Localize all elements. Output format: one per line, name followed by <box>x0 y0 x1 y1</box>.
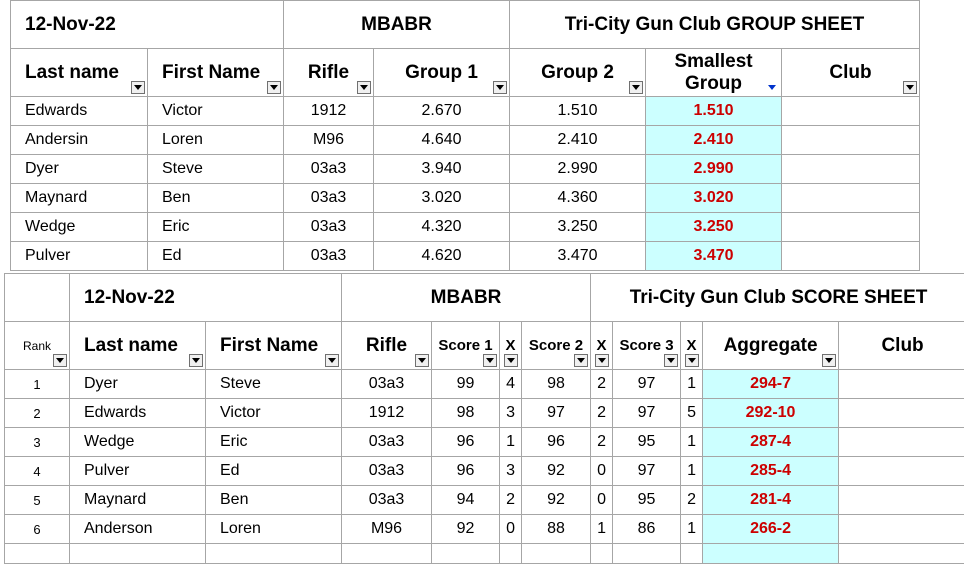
cell-rank[interactable]: 2 <box>5 399 70 428</box>
cell-g1[interactable]: 3.940 <box>374 155 510 184</box>
cell-last[interactable]: Edwards <box>70 399 206 428</box>
col-header-score-2 <box>522 322 591 370</box>
cell-rifle[interactable]: 03a3 <box>284 242 374 271</box>
cell-rank[interactable]: 4 <box>5 457 70 486</box>
cell-first[interactable]: Loren <box>148 126 284 155</box>
cell-small[interactable]: 3.250 <box>646 213 782 242</box>
cell-g2[interactable]: 2.410 <box>510 126 646 155</box>
cell-last[interactable]: Dyer <box>11 155 148 184</box>
filter-dropdown-icon[interactable] <box>415 354 429 367</box>
corner-cell <box>5 274 70 322</box>
cell-club[interactable] <box>782 184 920 213</box>
cell-x2[interactable]: 2 <box>591 370 613 399</box>
filter-dropdown-icon[interactable] <box>685 354 699 367</box>
cell-x3[interactable]: 1 <box>681 428 703 457</box>
score-sheet-date: 12-Nov-22 <box>70 274 342 322</box>
cell-empty[interactable] <box>500 544 522 564</box>
cell-agg[interactable]: 287-4 <box>703 428 839 457</box>
col-header-label: X <box>597 337 607 354</box>
cell-last[interactable]: Wedge <box>11 213 148 242</box>
cell-agg[interactable]: 294-7 <box>703 370 839 399</box>
cell-empty[interactable] <box>839 544 964 564</box>
cell-small[interactable]: 2.990 <box>646 155 782 184</box>
cell-rifle[interactable]: 1912 <box>284 97 374 126</box>
cell-first[interactable]: Loren <box>206 515 342 544</box>
table-row <box>11 213 920 242</box>
score-sheet-table <box>4 273 964 564</box>
col-header-label: Club <box>829 62 871 83</box>
cell-x1[interactable]: 0 <box>500 515 522 544</box>
cell-s1[interactable]: 94 <box>432 486 500 515</box>
cell-x1[interactable]: 3 <box>500 457 522 486</box>
score-title-row <box>5 274 964 322</box>
cell-last[interactable]: Maynard <box>11 184 148 213</box>
cell-club[interactable] <box>782 97 920 126</box>
col-header-label: Rank <box>23 339 51 353</box>
cell-rifle[interactable]: 1912 <box>342 399 432 428</box>
cell-rank[interactable]: 3 <box>5 428 70 457</box>
cell-last[interactable]: Maynard <box>70 486 206 515</box>
cell-s2[interactable]: 98 <box>522 370 591 399</box>
cell-last[interactable]: Dyer <box>70 370 206 399</box>
col-header-label: X <box>687 337 697 354</box>
cell-first[interactable]: Steve <box>148 155 284 184</box>
cell-last[interactable]: Andersin <box>11 126 148 155</box>
cell-agg[interactable]: 281-4 <box>703 486 839 515</box>
col-header-label: Group 1 <box>405 62 478 83</box>
cell-first[interactable]: Ben <box>206 486 342 515</box>
col-header-x-1 <box>500 322 522 370</box>
cell-x3[interactable]: 1 <box>681 457 703 486</box>
group-sheet-date: 12-Nov-22 <box>11 1 284 49</box>
col-header-last-name <box>11 49 148 97</box>
group-sheet-title: Tri-City Gun Club GROUP SHEET <box>510 1 920 49</box>
cell-last[interactable]: Pulver <box>11 242 148 271</box>
col-header-label: Rifle <box>366 335 407 356</box>
cell-s1[interactable]: 96 <box>432 457 500 486</box>
col-header-first-name <box>148 49 284 97</box>
table-row <box>5 486 964 515</box>
cell-last[interactable]: Edwards <box>11 97 148 126</box>
cell-club[interactable] <box>839 370 964 399</box>
cell-x3[interactable]: 2 <box>681 486 703 515</box>
col-header-label: Score 3 <box>619 337 673 354</box>
cell-small[interactable]: 3.470 <box>646 242 782 271</box>
col-header-label: Group 2 <box>541 62 614 83</box>
cell-x2[interactable]: 2 <box>591 399 613 428</box>
cell-s2[interactable]: 96 <box>522 428 591 457</box>
cell-first[interactable]: Victor <box>148 97 284 126</box>
cell-x1[interactable]: 4 <box>500 370 522 399</box>
col-header-score-3 <box>613 322 681 370</box>
cell-x2[interactable]: 1 <box>591 515 613 544</box>
cell-empty[interactable] <box>5 544 70 564</box>
cell-s2[interactable]: 97 <box>522 399 591 428</box>
col-header-rank <box>5 322 70 370</box>
col-header-group-1 <box>374 49 510 97</box>
cell-s2[interactable]: 92 <box>522 457 591 486</box>
col-header-rifle <box>284 49 374 97</box>
col-header-smallest-group <box>646 49 782 97</box>
cell-small[interactable]: 1.510 <box>646 97 782 126</box>
cell-club[interactable] <box>782 155 920 184</box>
filter-dropdown-icon[interactable] <box>189 354 203 367</box>
cell-x3[interactable]: 5 <box>681 399 703 428</box>
col-header-label: First Name <box>162 62 260 83</box>
cell-s3[interactable]: 97 <box>613 457 681 486</box>
cell-x3[interactable]: 1 <box>681 515 703 544</box>
filter-dropdown-icon[interactable] <box>131 81 145 94</box>
score-sheet-title: Tri-City Gun Club SCORE SHEET <box>591 274 964 322</box>
col-header-score-1 <box>432 322 500 370</box>
table-row <box>11 126 920 155</box>
cell-x2[interactable]: 0 <box>591 486 613 515</box>
filter-dropdown-icon[interactable] <box>493 81 507 94</box>
cell-g1[interactable]: 4.320 <box>374 213 510 242</box>
cell-rifle[interactable]: M96 <box>342 515 432 544</box>
cell-s2[interactable]: 88 <box>522 515 591 544</box>
cell-agg[interactable]: 292-10 <box>703 399 839 428</box>
sort-dropdown-icon[interactable] <box>765 81 779 94</box>
filter-dropdown-icon[interactable] <box>574 354 588 367</box>
cell-rifle[interactable]: 03a3 <box>284 155 374 184</box>
filter-dropdown-icon[interactable] <box>483 354 497 367</box>
cell-s1[interactable]: 98 <box>432 399 500 428</box>
filter-dropdown-icon[interactable] <box>325 354 339 367</box>
cell-g1[interactable]: 4.620 <box>374 242 510 271</box>
cell-x1[interactable]: 1 <box>500 428 522 457</box>
cell-agg[interactable]: 285-4 <box>703 457 839 486</box>
cell-first[interactable]: Steve <box>206 370 342 399</box>
cell-rifle[interactable]: 03a3 <box>342 457 432 486</box>
cell-club[interactable] <box>839 428 964 457</box>
cell-g1[interactable]: 2.670 <box>374 97 510 126</box>
col-header-first-name <box>206 322 342 370</box>
table-row <box>11 97 920 126</box>
col-header-club <box>782 49 920 97</box>
cell-x2[interactable]: 0 <box>591 457 613 486</box>
cell-empty[interactable] <box>703 544 839 564</box>
col-header-label: Club <box>881 335 923 356</box>
cell-rifle[interactable]: 03a3 <box>342 486 432 515</box>
col-header-label-line1: Smallest <box>646 51 781 73</box>
cell-club[interactable] <box>839 457 964 486</box>
group-sheet-org: MBABR <box>284 1 510 49</box>
cell-rifle[interactable]: 03a3 <box>342 428 432 457</box>
table-row <box>11 184 920 213</box>
cell-empty[interactable] <box>432 544 500 564</box>
score-sheet-org: MBABR <box>342 274 591 322</box>
cell-rifle[interactable]: M96 <box>284 126 374 155</box>
table-row <box>5 399 964 428</box>
cell-first[interactable]: Eric <box>148 213 284 242</box>
cell-s1[interactable]: 96 <box>432 428 500 457</box>
group-sheet-table <box>10 0 920 271</box>
cell-g2[interactable]: 2.990 <box>510 155 646 184</box>
cell-g2[interactable]: 3.250 <box>510 213 646 242</box>
cell-small[interactable]: 3.020 <box>646 184 782 213</box>
cell-empty[interactable] <box>681 544 703 564</box>
cell-small[interactable]: 2.410 <box>646 126 782 155</box>
cell-empty[interactable] <box>70 544 206 564</box>
cell-last[interactable]: Wedge <box>70 428 206 457</box>
cell-first[interactable]: Ed <box>206 457 342 486</box>
table-row <box>5 370 964 399</box>
cell-x1[interactable]: 2 <box>500 486 522 515</box>
cell-last[interactable]: Anderson <box>70 515 206 544</box>
cell-s3[interactable]: 86 <box>613 515 681 544</box>
group-title-row <box>11 1 920 49</box>
cell-rifle[interactable]: 03a3 <box>284 213 374 242</box>
cell-first[interactable]: Ben <box>148 184 284 213</box>
cell-s3[interactable]: 97 <box>613 370 681 399</box>
cell-g2[interactable]: 3.470 <box>510 242 646 271</box>
cell-rank[interactable]: 1 <box>5 370 70 399</box>
cell-g1[interactable]: 4.640 <box>374 126 510 155</box>
table-row-empty <box>5 544 964 564</box>
cell-s3[interactable]: 95 <box>613 428 681 457</box>
table-row <box>5 457 964 486</box>
table-row <box>5 428 964 457</box>
cell-rifle[interactable]: 03a3 <box>342 370 432 399</box>
cell-rank[interactable]: 5 <box>5 486 70 515</box>
filter-dropdown-icon[interactable] <box>504 354 518 367</box>
cell-club[interactable] <box>782 213 920 242</box>
col-header-aggregate <box>703 322 839 370</box>
col-header-x-3 <box>681 322 703 370</box>
table-row <box>5 515 964 544</box>
col-header-label: Aggregate <box>724 335 818 356</box>
filter-dropdown-icon[interactable] <box>664 354 678 367</box>
cell-club[interactable] <box>782 126 920 155</box>
col-header-x-2 <box>591 322 613 370</box>
cell-empty[interactable] <box>613 544 681 564</box>
col-header-label: Score 2 <box>529 337 583 354</box>
filter-dropdown-icon[interactable] <box>629 81 643 94</box>
cell-x1[interactable]: 3 <box>500 399 522 428</box>
col-header-club <box>839 322 964 370</box>
cell-empty[interactable] <box>342 544 432 564</box>
col-header-label: Last name <box>25 62 119 83</box>
group-header-row <box>11 49 920 97</box>
cell-empty[interactable] <box>591 544 613 564</box>
col-header-label: First Name <box>220 335 318 356</box>
col-header-label: X <box>506 337 516 354</box>
cell-s2[interactable]: 92 <box>522 486 591 515</box>
filter-dropdown-icon[interactable] <box>53 354 67 367</box>
cell-s1[interactable]: 92 <box>432 515 500 544</box>
cell-g1[interactable]: 3.020 <box>374 184 510 213</box>
cell-s1[interactable]: 99 <box>432 370 500 399</box>
table-row <box>11 242 920 271</box>
cell-club[interactable] <box>839 399 964 428</box>
cell-g2[interactable]: 1.510 <box>510 97 646 126</box>
cell-empty[interactable] <box>206 544 342 564</box>
col-header-group-2 <box>510 49 646 97</box>
cell-x3[interactable]: 1 <box>681 370 703 399</box>
table-row <box>11 155 920 184</box>
filter-dropdown-icon[interactable] <box>903 81 917 94</box>
col-header-label: Score 1 <box>438 337 492 354</box>
cell-rank[interactable]: 6 <box>5 515 70 544</box>
cell-last[interactable]: Pulver <box>70 457 206 486</box>
cell-first[interactable]: Eric <box>206 428 342 457</box>
cell-first[interactable]: Victor <box>206 399 342 428</box>
col-header-last-name <box>70 322 206 370</box>
cell-x2[interactable]: 2 <box>591 428 613 457</box>
filter-dropdown-icon[interactable] <box>822 354 836 367</box>
cell-club[interactable] <box>839 486 964 515</box>
col-header-label: Rifle <box>308 62 349 83</box>
cell-empty[interactable] <box>522 544 591 564</box>
filter-dropdown-icon[interactable] <box>267 81 281 94</box>
cell-rifle[interactable]: 03a3 <box>284 184 374 213</box>
col-header-label-line2: Group <box>646 73 781 95</box>
col-header-label: Last name <box>84 335 178 356</box>
cell-s3[interactable]: 97 <box>613 399 681 428</box>
filter-dropdown-icon[interactable] <box>357 81 371 94</box>
col-header-rifle <box>342 322 432 370</box>
cell-s3[interactable]: 95 <box>613 486 681 515</box>
cell-club[interactable] <box>839 515 964 544</box>
score-header-row <box>5 322 964 370</box>
filter-dropdown-icon[interactable] <box>595 354 609 367</box>
cell-g2[interactable]: 4.360 <box>510 184 646 213</box>
cell-agg[interactable]: 266-2 <box>703 515 839 544</box>
cell-club[interactable] <box>782 242 920 271</box>
cell-first[interactable]: Ed <box>148 242 284 271</box>
